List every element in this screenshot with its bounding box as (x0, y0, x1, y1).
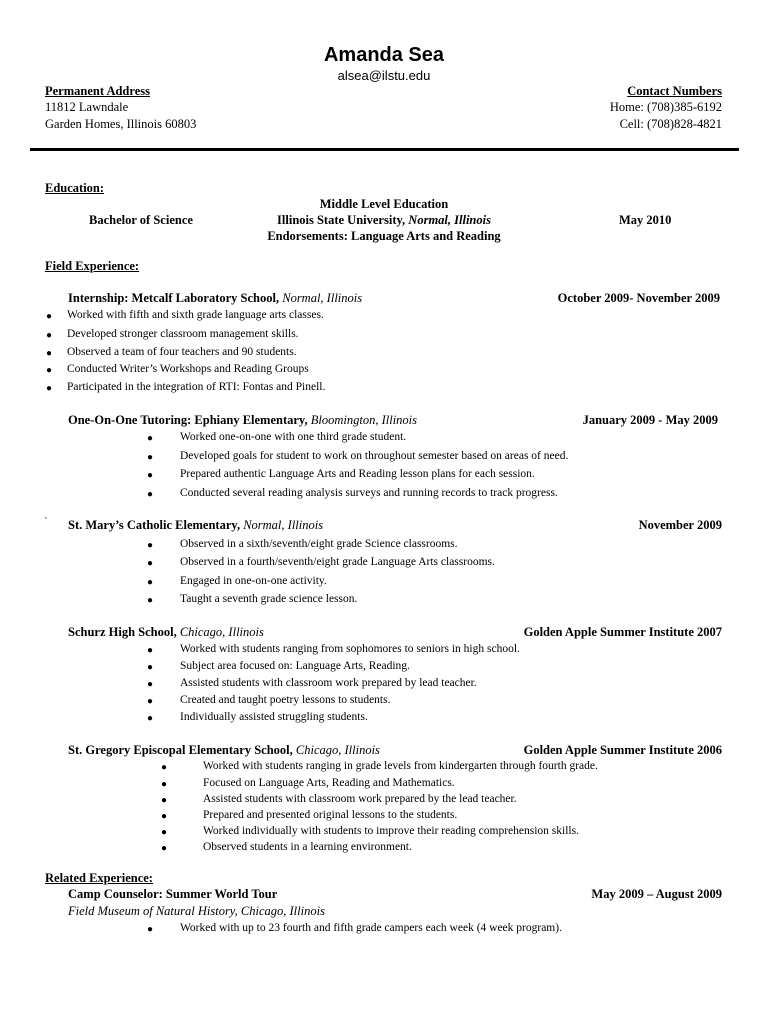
stray-mark: ` (44, 516, 48, 528)
education-endorsements: Endorsements: Language Arts and Reading (267, 229, 501, 243)
email: alsea@ilstu.edu (337, 68, 431, 83)
bullet-icon: ● (161, 762, 168, 773)
list-item: Observed students in a learning environment. (203, 841, 412, 853)
job-location: Bloomington, Illinois (310, 413, 417, 427)
bullet-icon: ● (147, 452, 154, 463)
education-heading: Education: (45, 181, 105, 195)
bullet-icon: ● (147, 540, 154, 551)
phone-cell: Cell: (708)828-4821 (619, 117, 722, 131)
bullet-icon: ● (147, 577, 154, 588)
education-degree: Bachelor of Science (89, 213, 193, 227)
bullet-icon: ● (46, 365, 53, 376)
job-location: Chicago, Illinois (295, 743, 380, 757)
phone-home: Home: (708)385-6192 (609, 100, 722, 114)
bullet-icon: ● (46, 330, 53, 341)
job-title-line (68, 625, 264, 640)
bullet-icon: ● (46, 311, 53, 322)
bullet-icon: ● (147, 662, 154, 673)
job-title-line (68, 291, 362, 306)
list-item: Assisted students with classroom work prepared by lead teacher. (180, 677, 477, 689)
list-item: Subject area focused on: Language Arts, Reading. (180, 660, 410, 672)
list-item: Individually assisted struggling students. (180, 711, 368, 723)
job-location: Chicago, Illinois (179, 625, 264, 639)
list-item: Taught a seventh grade science lesson. (180, 593, 358, 605)
list-item: Observed a team of four teachers and 90 students. (67, 346, 297, 358)
bullet-icon: ● (147, 595, 154, 606)
job-title: One-On-One Tutoring: Ephiany Elementary, (68, 413, 308, 427)
bullet-icon: ● (161, 811, 168, 822)
list-item: Created and taught poetry lessons to students. (180, 694, 391, 706)
address-line1: 11812 Lawndale (45, 100, 129, 114)
job-date: November 2009 (638, 518, 722, 532)
list-item: Worked individually with students to improve their reading comprehension skills. (203, 825, 579, 837)
list-item: Engaged in one-on-one activity. (180, 575, 327, 587)
bullet-icon: ● (147, 558, 154, 569)
job-location: Normal, Illinois (282, 291, 363, 305)
list-item: Participated in the integration of RTI: Fontas and Pinell. (67, 381, 326, 393)
job-date: January 2009 - May 2009 (582, 413, 718, 427)
header-divider (30, 148, 739, 151)
list-item: Worked one-on-one with one third grade student. (180, 431, 407, 443)
list-item: Prepared authentic Language Arts and Reading lesson plans for each session. (180, 468, 535, 480)
job-title: Schurz High School, (68, 625, 177, 639)
bullet-icon: ● (147, 696, 154, 707)
bullet-icon: ● (147, 470, 154, 481)
job-date: Golden Apple Summer Institute 2007 (523, 625, 722, 639)
bullet-icon: ● (147, 924, 154, 935)
job-title: St. Gregory Episcopal Elementary School, (68, 743, 293, 757)
job-title: Internship: Metcalf Laboratory School, (68, 291, 280, 305)
field-heading: Field Experience: (45, 259, 140, 273)
list-item: Developed stronger classroom management skills. (67, 328, 299, 340)
education-school-location: Normal, Illinois (408, 213, 491, 227)
list-item: Worked with students ranging in grade levels from kindergarten through fourth grade. (203, 760, 598, 772)
list-item: Assisted students with classroom work prepared by the lead teacher. (203, 793, 517, 805)
job-date: October 2009- November 2009 (557, 291, 720, 305)
contact-heading: Contact Numbers (627, 84, 722, 98)
job-title-line (68, 743, 380, 758)
bullet-icon: ● (147, 489, 154, 500)
list-item: Conducted several reading analysis surveys and running records to track progress. (180, 487, 558, 499)
list-item: Conducted Writer’s Workshops and Reading Groups (67, 363, 309, 375)
address-line2: Garden Homes, Illinois 60803 (45, 117, 197, 131)
job-title: St. Mary’s Catholic Elementary, (68, 518, 241, 532)
address-heading: Permanent Address (45, 84, 150, 98)
bullet-icon: ● (161, 795, 168, 806)
bullet-icon: ● (147, 679, 154, 690)
related-org: Field Museum of Natural History, Chicago, Illinois (68, 904, 325, 918)
list-item: Developed goals for student to work on throughout semester based on areas of need. (180, 450, 569, 462)
list-item: Worked with fifth and sixth grade language arts classes. (67, 309, 324, 321)
bullet-icon: ● (161, 827, 168, 838)
bullet-icon: ● (147, 713, 154, 724)
education-date: May 2010 (619, 213, 672, 227)
list-item: Focused on Language Arts, Reading and Mathematics. (203, 777, 455, 789)
bullet-icon: ● (46, 348, 53, 359)
bullet-icon: ● (46, 383, 53, 394)
resume-name: Amanda Sea (323, 44, 445, 66)
related-heading: Related Experience: (45, 871, 153, 885)
related-title: Camp Counselor: Summer World Tour (68, 887, 278, 901)
job-title-line (68, 413, 417, 428)
education-program: Middle Level Education (319, 197, 449, 211)
list-item: Prepared and presented original lessons to the students. (203, 809, 458, 821)
related-date: May 2009 – August 2009 (591, 887, 722, 901)
job-location: Normal, Illinois (243, 518, 324, 532)
list-item: Observed in a fourth/seventh/eight grade Language Arts classrooms. (180, 556, 495, 568)
bullet-icon: ● (147, 645, 154, 656)
bullet-icon: ● (147, 433, 154, 444)
bullet-icon: ● (161, 843, 168, 854)
education-school: Illinois State University, (277, 213, 406, 227)
job-title-line (68, 518, 323, 533)
list-item: Worked with up to 23 fourth and fifth grade campers each week (4 week program). (180, 922, 562, 934)
list-item: Observed in a sixth/seventh/eight grade Science classrooms. (180, 538, 458, 550)
list-item: Worked with students ranging from sophomores to seniors in high school. (180, 643, 520, 655)
bullet-icon: ● (161, 779, 168, 790)
job-date: Golden Apple Summer Institute 2006 (523, 743, 722, 757)
